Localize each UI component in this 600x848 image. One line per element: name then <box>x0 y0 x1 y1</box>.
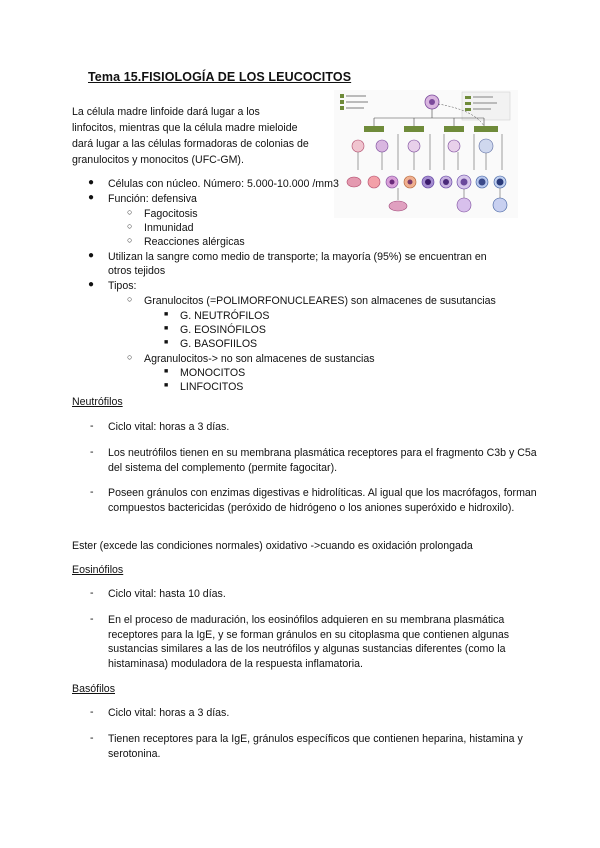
dash-marker: - <box>90 446 94 458</box>
section-heading-eosinofilos: Eosinófilos <box>72 564 124 576</box>
intro-line: granulocitos y monocitos (UFC-GM). <box>72 154 244 166</box>
neutrofilos-item: Ciclo vital: horas a 3 días. <box>108 421 230 433</box>
granulocito-item: G. NEUTRÓFILOS <box>180 310 270 322</box>
dash-marker: - <box>90 613 94 625</box>
intro-paragraph <box>72 104 340 168</box>
bullet-marker: ○ <box>127 294 133 304</box>
bullet-marker: ■ <box>164 368 169 375</box>
bullet-marker: ■ <box>164 311 169 318</box>
dash-marker: - <box>90 732 94 744</box>
bullet-marker: ○ <box>127 221 133 231</box>
bullet-marker: ○ <box>127 352 133 362</box>
dash-marker: - <box>90 486 94 498</box>
bullet-funcion: Función: defensiva <box>108 193 197 205</box>
neutrofilos-item: Poseen gránulos con enzimas digestivas e hidrolíticas. Al igual que los macrófagos, forman compuestos bactericidas (peróxido de hidrógeno o los aniones superóxido e hidroxilo). <box>108 487 537 514</box>
dash-marker: - <box>90 420 94 432</box>
section-heading-basofilos: Basófilos <box>72 683 115 695</box>
section-heading-neutrofilos: Neutrófilos <box>72 396 123 408</box>
basofilos-item: Tienen receptores para la IgE, gránulos específicos que contienen heparina, histamina y serotonina. <box>108 733 523 760</box>
page-title: Tema 15.FISIOLOGÍA DE LOS LEUCOCITOS <box>88 70 352 84</box>
ester-note: Ester (excede las condiciones normales) oxidativo ->cuando es oxidación prolongada <box>72 540 473 552</box>
eosinofilos-item: En el proceso de maduración, los eosinófilos adquieren en su membrana plasmática receptores para la IgE, y se forman gránulos en su citoplasma que contienen algunas sustancias similares a las de los neutrófilos y algunas sustancias diferentes (como la histaminasa) moduladora de la respuesta inflamatoria. <box>108 614 510 670</box>
bullet-marker: ■ <box>164 382 169 389</box>
agranulocito-item: MONOCITOS <box>180 367 246 379</box>
neutrofilos-item: Los neutrófilos tienen en su membrana plasmática receptores para el fragmento C3b y C5a del sistema del complemento (permite fagocitar). <box>108 447 537 474</box>
basofilos-item: Ciclo vital: horas a 3 días. <box>108 707 230 719</box>
bullet-sangre: Utilizan la sangre como medio de transporte; la mayoría (95%) se encuentran en <box>108 251 487 263</box>
hematopoiesis-diagram <box>334 90 518 218</box>
bullet-marker: ● <box>88 177 95 188</box>
funcion-item: Reacciones alérgicas <box>144 236 245 248</box>
bullet-agranulocitos: Agranulocitos-> no son almacenes de sustancias <box>144 353 375 365</box>
granulocito-item: G. BASOFIILOS <box>180 338 258 350</box>
bullet-marker: ● <box>88 192 95 203</box>
bullet-marker: ● <box>88 279 95 290</box>
eosinofilos-item: Ciclo vital: hasta 10 días. <box>108 588 226 600</box>
funcion-item: Inmunidad <box>144 222 194 234</box>
funcion-item: Fagocitosis <box>144 208 198 220</box>
dash-marker: - <box>90 706 94 718</box>
intro-line: La célula madre linfoide dará lugar a los <box>72 106 260 118</box>
bullet-nucleo: Células con núcleo. Número: 5.000-10.000 /mm3 <box>108 178 339 190</box>
intro-line: linfocitos, mientras que la célula madre mieloide <box>72 122 298 134</box>
bullet-marker: ■ <box>164 339 169 346</box>
bullet-marker: ■ <box>164 325 169 332</box>
bullet-marker: ○ <box>127 207 133 217</box>
bullet-tipos: Tipos: <box>108 280 137 292</box>
bullet-sangre-cont: otros tejidos <box>108 265 166 277</box>
bullet-marker: ○ <box>127 235 133 245</box>
intro-line: dará lugar a las células formadoras de colonias de <box>72 138 309 150</box>
dash-marker: - <box>90 587 94 599</box>
agranulocito-item: LINFOCITOS <box>180 381 244 393</box>
bullet-granulocitos: Granulocitos (=POLIMORFONUCLEARES) son almacenes de susutancias <box>144 295 496 307</box>
granulocito-item: G. EOSINÓFILOS <box>180 324 266 336</box>
bullet-marker: ● <box>88 250 95 261</box>
